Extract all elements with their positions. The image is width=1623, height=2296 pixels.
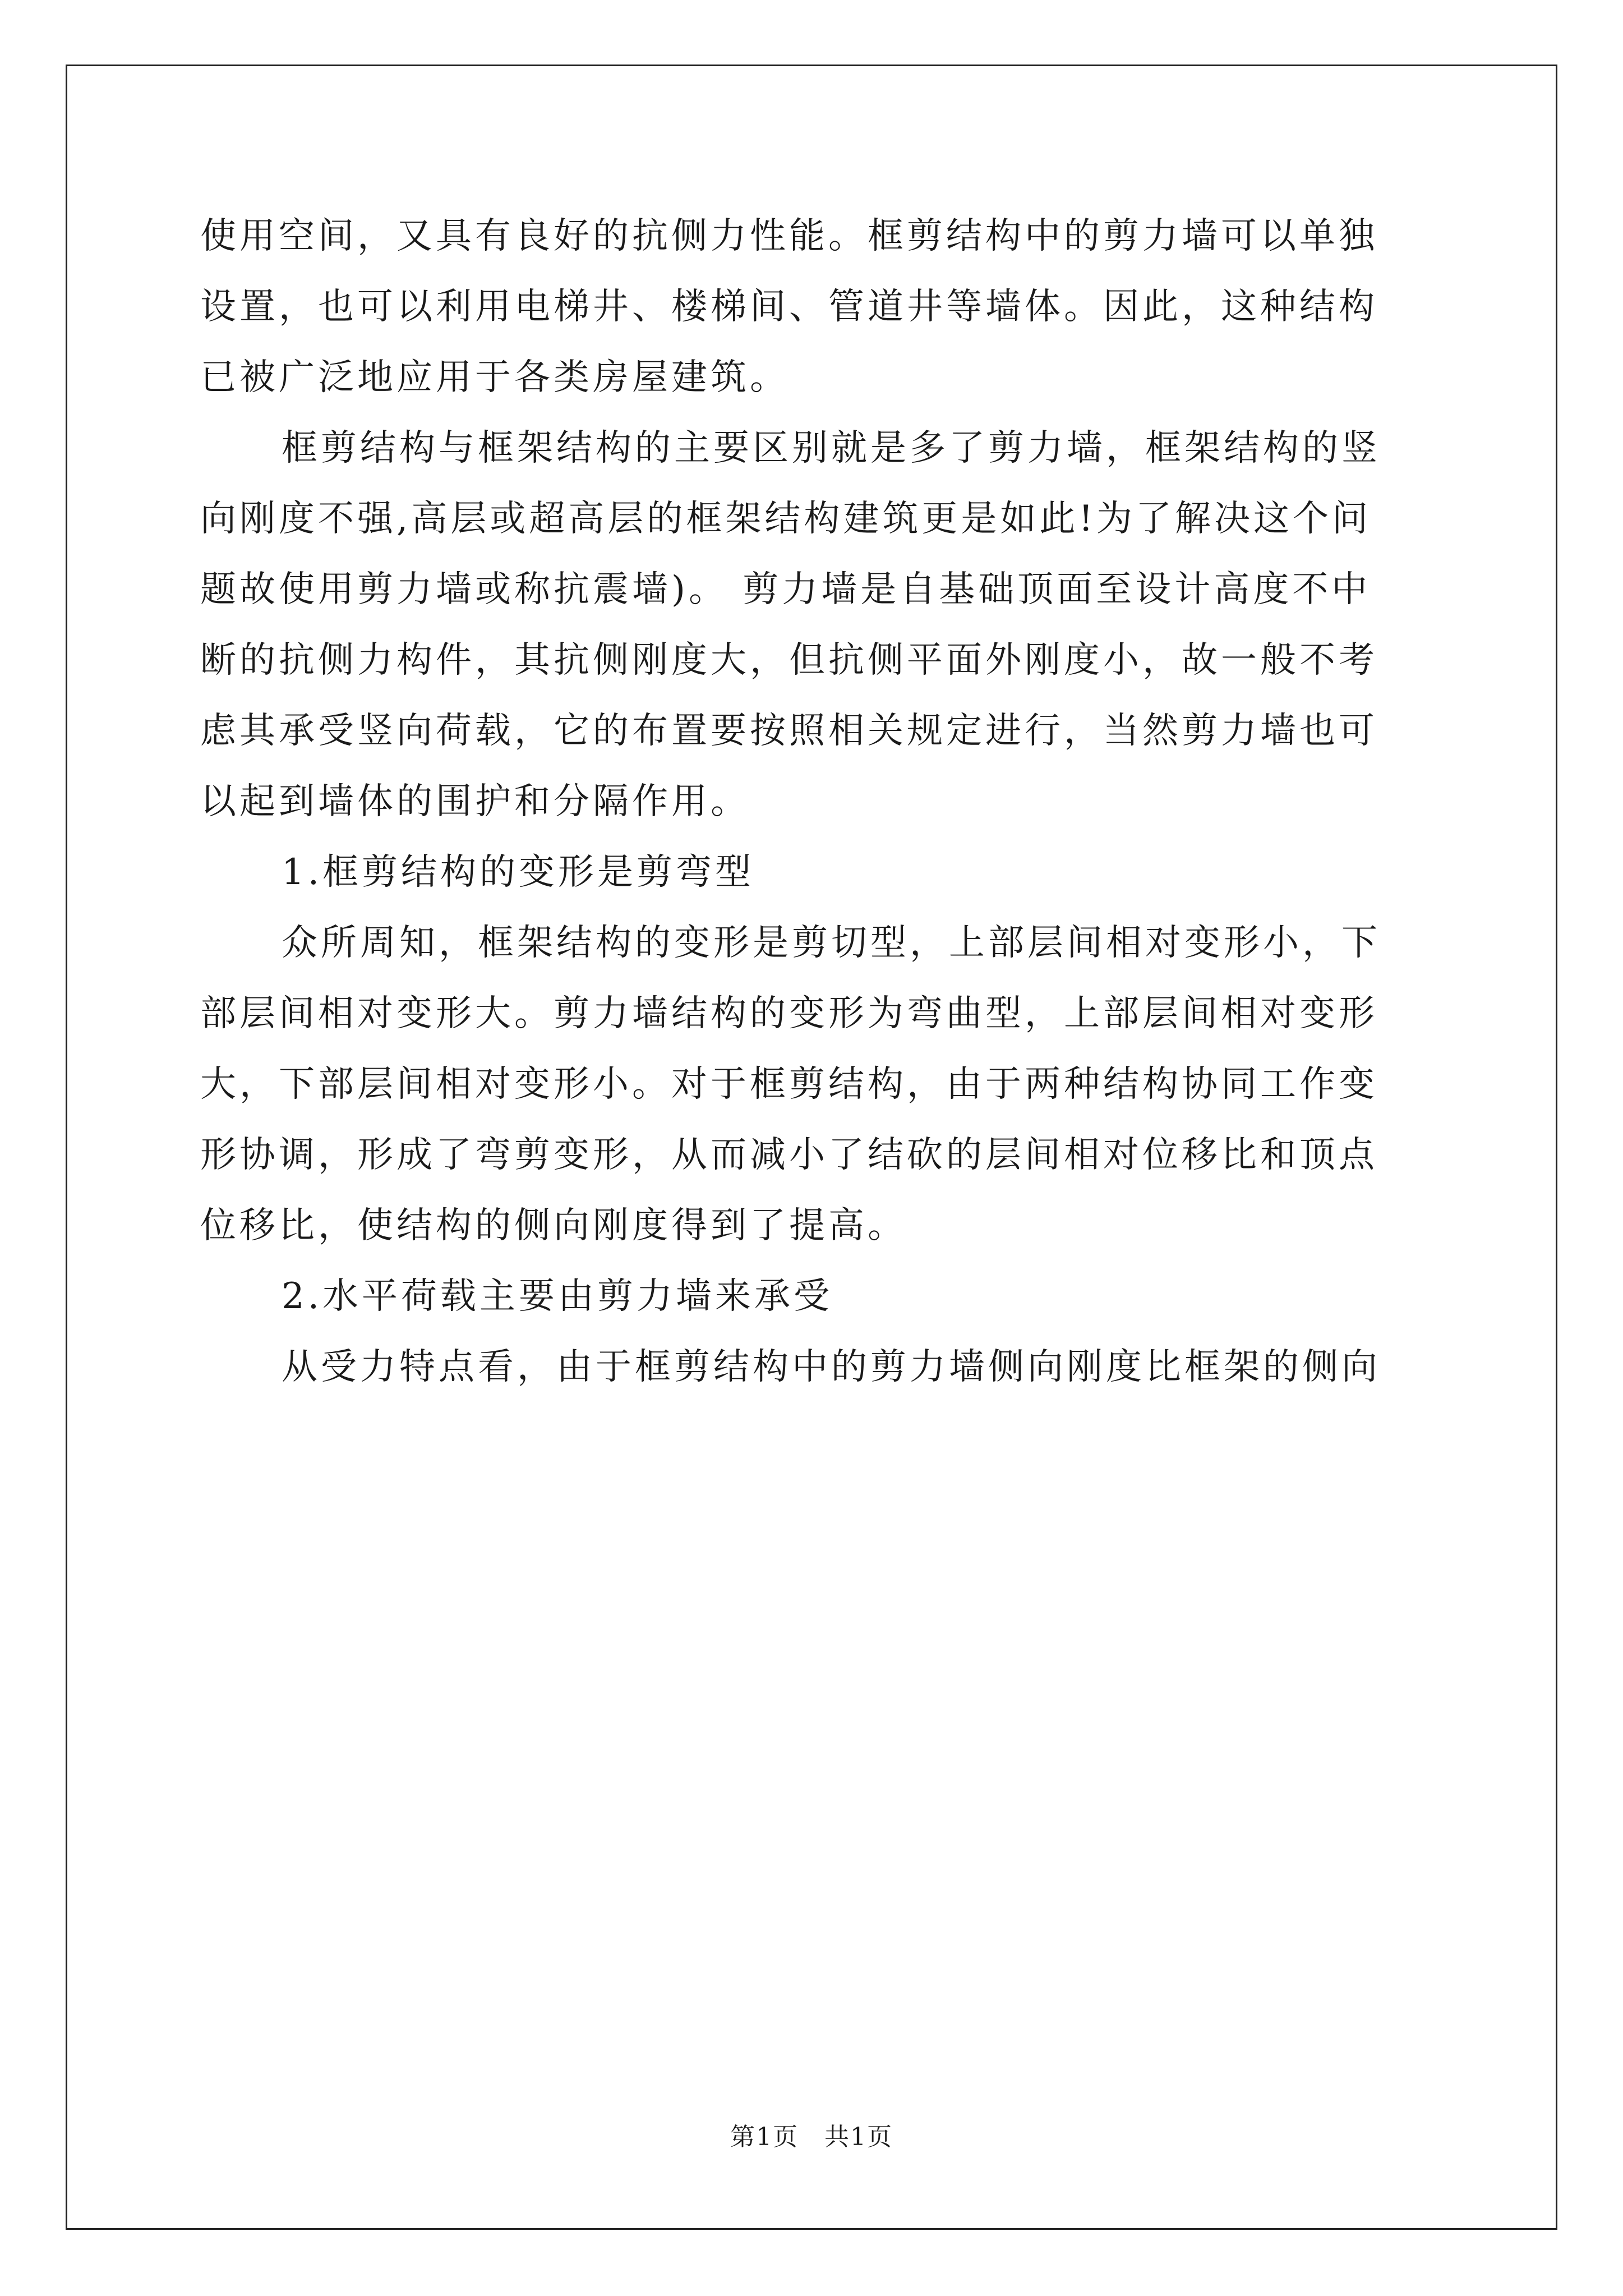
page-footer: 第1页 共1页 (730, 2123, 893, 2151)
document-body (200, 201, 1434, 1402)
text-line: 虑其承受竖向荷载，它的布置要按照相关规定进行，当然剪力墙也可 (200, 710, 1378, 752)
text-line: 题故使用剪力墙或称抗震墙)。 剪力墙是自基础顶面至设计高度不中 (200, 569, 1371, 610)
text-line: 使用空间，又具有良好的抗侧力性能。框剪结构中的剪力墙可以单独 (200, 215, 1378, 257)
text-line: 设置，也可以利用电梯井、楼梯间、管道井等墙体。因此，这种结构 (200, 286, 1378, 328)
text-line: 大，下部层间相对变形小。对于框剪结构，由于两种结构协同工作变 (200, 1064, 1378, 1105)
text-line: 断的抗侧力构件，其抗侧刚度大，但抗侧平面外刚度小，故一般不考 (200, 639, 1378, 681)
paragraph-first-line: 从受力特点看，由于框剪结构中的剪力墙侧向刚度比框架的侧向 (282, 1346, 1381, 1388)
text-line: 形协调，形成了弯剪变形，从而减小了结砍的层间相对位移比和顶点 (200, 1134, 1378, 1176)
text-line: 已被广泛地应用于各类房屋建筑。 (200, 357, 789, 398)
section-heading-2: 2.水平荷载主要由剪力墙来承受 (282, 1276, 833, 1317)
text-line: 部层间相对变形大。剪力墙结构的变形为弯曲型，上部层间相对变形 (200, 993, 1378, 1034)
paragraph-first-line: 众所周知，框架结构的变形是剪切型，上部层间相对变形小，下 (282, 922, 1381, 964)
section-heading-1: 1.框剪结构的变形是剪弯型 (282, 852, 755, 893)
paragraph-first-line: 框剪结构与框架结构的主要区别就是多了剪力墙，框架结构的竖 (282, 427, 1381, 469)
text-line: 位移比，使结构的侧向刚度得到了提高。 (200, 1205, 907, 1246)
text-line: 向刚度不强,高层或超高层的框架结构建筑更是如此!为了解决这个问 (200, 498, 1372, 540)
text-line: 以起到墙体的围护和分隔作用。 (200, 781, 750, 822)
